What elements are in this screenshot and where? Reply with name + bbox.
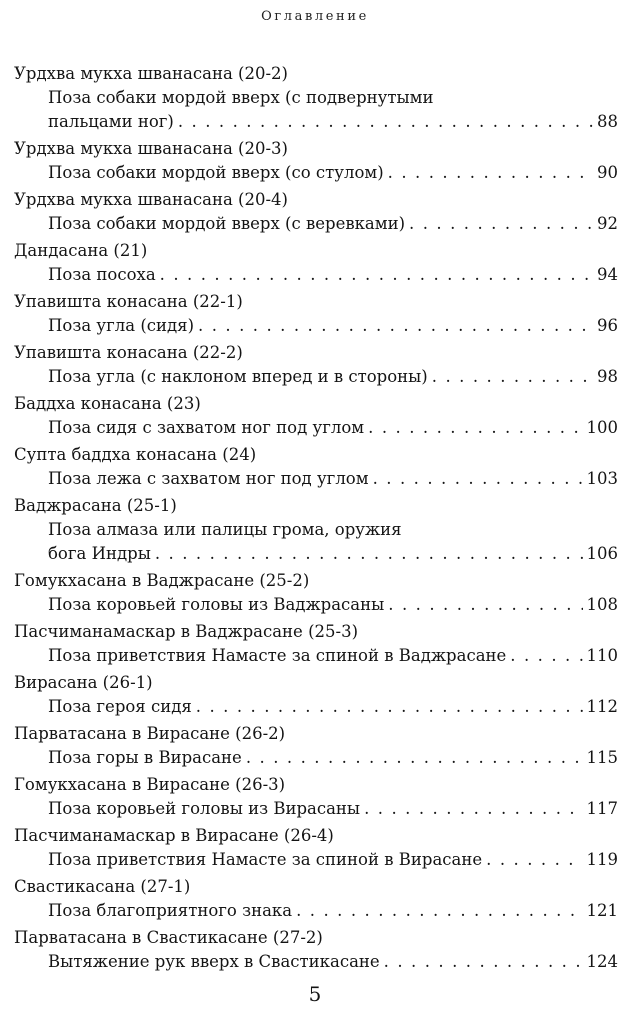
toc-entry-translation-line: бога Индры xyxy=(48,544,151,563)
toc-entry-translation-line: Поза сидя с захватом ног под углом xyxy=(48,418,365,437)
toc-entry xyxy=(14,671,618,719)
toc-entry-sanskrit-title: Пасчиманамаскар в Ваджрасане (25-3) xyxy=(14,622,359,641)
toc-entry-final-line xyxy=(48,644,618,668)
dot-leader xyxy=(409,212,593,236)
toc-entry-final-line xyxy=(48,365,618,389)
toc-entry-page-number: 88 xyxy=(597,112,618,131)
toc-entry-sanskrit-title: Вирасана (26-1) xyxy=(14,673,153,692)
toc-entry-translation xyxy=(14,950,618,974)
toc-entry xyxy=(14,392,618,440)
toc-entry-translation-line: Поза собаки мордой вверх (с веревками) xyxy=(48,214,406,233)
toc-entry-final-line xyxy=(48,467,618,491)
dot-leader xyxy=(364,797,582,821)
dot-leader xyxy=(155,542,583,566)
dot-leader xyxy=(384,950,583,974)
toc-entry-translation xyxy=(14,161,618,185)
toc-entry-translation-line: Вытяжение рук вверх в Свастикасане xyxy=(48,952,380,971)
toc-entry xyxy=(14,926,618,974)
toc-entry-sanskrit-title: Ваджрасана (25-1) xyxy=(14,496,177,515)
dot-leader xyxy=(160,263,593,287)
toc-entry-translation-line: Поза лежа с захватом ног под углом xyxy=(48,469,369,488)
toc-entry-final-line xyxy=(48,848,618,872)
toc-entry-sanskrit-title: Урдхва мукха шванасана (20-3) xyxy=(14,139,288,158)
toc-entry-page-number: 117 xyxy=(586,799,618,818)
toc-entry-sanskrit-title: Упавишта конасана (22-1) xyxy=(14,292,243,311)
toc-entry xyxy=(14,620,618,668)
page-number: 5 xyxy=(308,982,322,1006)
toc-entry xyxy=(14,188,618,236)
toc-entry xyxy=(14,341,618,389)
toc-entry-translation-line: Поза коровьей головы из Ваджрасаны xyxy=(48,595,385,614)
dot-leader xyxy=(198,314,593,338)
toc-entry xyxy=(14,824,618,872)
toc-entry xyxy=(14,62,618,134)
toc-entry-final-line xyxy=(48,161,618,185)
toc-entry-translation xyxy=(14,263,618,287)
toc-entry-translation xyxy=(14,899,618,923)
toc-entry-translation xyxy=(14,644,618,668)
running-header: Оглавление xyxy=(261,9,369,24)
toc-entry-translation-line: пальцами ног) xyxy=(48,112,174,131)
toc-entry-translation-line: Поза посоха xyxy=(48,265,156,284)
dot-leader xyxy=(296,899,582,923)
toc-entry-translation xyxy=(14,212,618,236)
toc-entry-sanskrit-title: Свастикасана (27-1) xyxy=(14,877,191,896)
dot-leader xyxy=(486,848,582,872)
toc-entry-sanskrit-title: Дандасана (21) xyxy=(14,241,148,260)
toc-entry-page-number: 103 xyxy=(586,469,618,488)
toc-entry-translation xyxy=(14,797,618,821)
dot-leader xyxy=(432,365,593,389)
dot-leader xyxy=(373,467,583,491)
toc-entry xyxy=(14,875,618,923)
toc-entry-page-number: 121 xyxy=(586,901,618,920)
toc-entry xyxy=(14,569,618,617)
toc-entry xyxy=(14,137,618,185)
toc-entry-translation-line: Поза угла (сидя) xyxy=(48,316,195,335)
toc-entry-page-number: 119 xyxy=(586,850,618,869)
toc-entry-final-line xyxy=(48,899,618,923)
dot-leader xyxy=(196,695,583,719)
toc-entry-sanskrit-title: Урдхва мукха шванасана (20-2) xyxy=(14,64,288,83)
toc-entry-page-number: 100 xyxy=(586,418,618,437)
toc-entry-final-line xyxy=(48,950,618,974)
toc-entry-translation-line: Поза угла (с наклоном вперед и в стороны) xyxy=(48,367,428,386)
dot-leader xyxy=(510,644,582,668)
toc-entry-translation-line: Поза приветствия Намасте за спиной в Вирасане xyxy=(48,850,483,869)
toc-entry-final-line xyxy=(48,416,618,440)
toc-entry-page-number: 112 xyxy=(586,697,618,716)
toc-entry xyxy=(14,773,618,821)
toc-entry-translation xyxy=(14,416,618,440)
toc-entry-translation-line: Поза благоприятного знака xyxy=(48,901,293,920)
toc-entry-sanskrit-title: Супта баддха конасана (24) xyxy=(14,445,257,464)
toc-entry-page-number: 110 xyxy=(586,646,618,665)
toc-entry-page-number: 92 xyxy=(597,214,618,233)
toc-entry-final-line xyxy=(48,263,618,287)
toc-entry-final-line xyxy=(48,746,618,770)
toc-entry-final-line xyxy=(48,797,618,821)
dot-leader xyxy=(178,110,593,134)
toc-entry-sanskrit-title: Урдхва мукха шванасана (20-4) xyxy=(14,190,288,209)
toc-entry-translation xyxy=(14,86,618,134)
toc-entry-sanskrit-title: Пасчиманамаскар в Вирасане (26-4) xyxy=(14,826,334,845)
toc-entry-final-line xyxy=(48,314,618,338)
toc-entry-sanskrit-title: Гомукхасана в Ваджрасане (25-2) xyxy=(14,571,310,590)
toc-entry-translation-line: Поза героя сидя xyxy=(48,697,192,716)
toc-entry xyxy=(14,494,618,566)
toc-entry-final-line xyxy=(48,110,618,134)
toc-entry-page-number: 90 xyxy=(597,163,618,182)
toc-entry-translation-line: Поза горы в Вирасане xyxy=(48,748,242,767)
toc-entry-translation-line: Поза собаки мордой вверх (со стулом) xyxy=(48,163,384,182)
toc-entry-final-line xyxy=(48,593,618,617)
toc-entry-translation-line: Поза приветствия Намасте за спиной в Ваджрасане xyxy=(48,646,507,665)
dot-leader xyxy=(246,746,583,770)
toc-entry-translation-line: Поза собаки мордой вверх (с подвернутыми xyxy=(48,88,434,107)
toc-entry-translation-line: Поза коровьей головы из Вирасаны xyxy=(48,799,361,818)
toc-entry xyxy=(14,290,618,338)
toc-entry-translation xyxy=(14,518,618,566)
toc-entry xyxy=(14,239,618,287)
dot-leader xyxy=(388,161,593,185)
toc-entry-page-number: 115 xyxy=(586,748,618,767)
toc-entry-translation-line: Поза алмаза или палицы грома, оружия xyxy=(48,520,402,539)
toc-entry-translation xyxy=(14,314,618,338)
toc-entry xyxy=(14,722,618,770)
toc-entry-final-line xyxy=(48,212,618,236)
toc-entry-translation xyxy=(14,593,618,617)
toc-entry-sanskrit-title: Упавишта конасана (22-2) xyxy=(14,343,243,362)
toc-entry-translation xyxy=(14,746,618,770)
toc-entry xyxy=(14,443,618,491)
toc-entry-translation xyxy=(14,467,618,491)
toc-entry-sanskrit-title: Парватасана в Вирасане (26-2) xyxy=(14,724,286,743)
toc-entry-sanskrit-title: Баддха конасана (23) xyxy=(14,394,201,413)
toc-entry-page-number: 106 xyxy=(586,544,618,563)
toc-entry-final-line xyxy=(48,695,618,719)
dot-leader xyxy=(368,416,582,440)
toc-entry-final-line xyxy=(48,542,618,566)
toc-entry-page-number: 98 xyxy=(597,367,618,386)
toc-entry-translation xyxy=(14,365,618,389)
table-of-contents xyxy=(14,62,618,977)
toc-entry-sanskrit-title: Парватасана в Свастикасане (27-2) xyxy=(14,928,323,947)
toc-entry-page-number: 124 xyxy=(586,952,618,971)
dot-leader xyxy=(388,593,582,617)
toc-entry-translation xyxy=(14,848,618,872)
toc-entry-translation xyxy=(14,695,618,719)
toc-entry-sanskrit-title: Гомукхасана в Вирасане (26-3) xyxy=(14,775,286,794)
toc-entry-page-number: 94 xyxy=(597,265,618,284)
toc-entry-page-number: 96 xyxy=(597,316,618,335)
toc-entry-page-number: 108 xyxy=(586,595,618,614)
